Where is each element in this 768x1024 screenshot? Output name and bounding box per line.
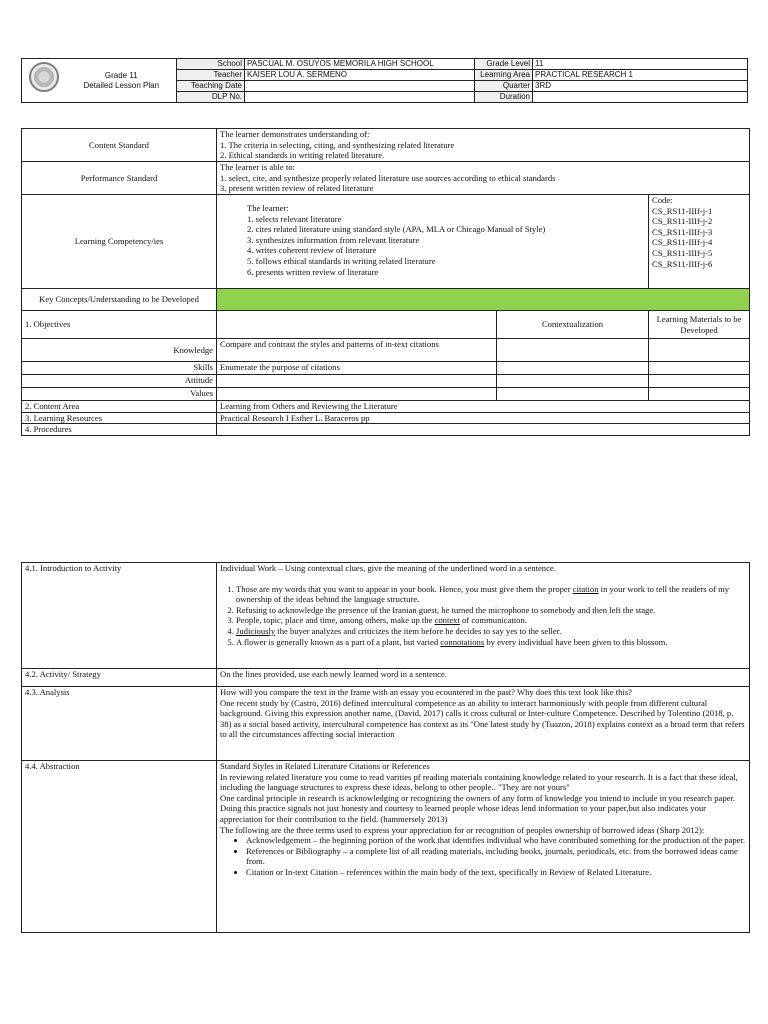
- competency-code: CS_RS11-IIIf-j-6: [652, 258, 713, 269]
- empty-cell: [497, 375, 649, 388]
- content-area-label: 2. Content Area: [22, 401, 217, 413]
- empty-cell: [649, 362, 750, 375]
- empty-cell: [649, 375, 750, 388]
- contextualization-label: Contextualization: [497, 311, 649, 339]
- intro-label: 4.1. Introduction to Activity: [22, 563, 217, 669]
- attitude-label: Attitude: [22, 375, 217, 388]
- competency-item: 6. presents written review of literature: [247, 266, 379, 277]
- competency-item: 3. synthesizes information from relevant literature: [247, 234, 420, 245]
- analysis-label: 4.3. Analysis: [22, 687, 217, 761]
- list-item: • Citation or In-text Citation – references within the main body of the text, specifically in Review of Related Literature.: [246, 867, 746, 878]
- analysis-question: How will you compare the text in the frame with an essay you ecountered in the past? Why does this text look like this?: [220, 687, 633, 697]
- analysis-passage: One recent study by (Castro, 2016) defined intercultural competence as an ability to interact harmoniously with people from different cultural background. Giving this expression another name, (David, 2017) calls it cross cultural or Inter-culture Competence. Described by Tolentino (2018, p. 38) as a social based activity, intercultural competence has context as its "One latest study by (Tuazon, 2018) explains context as a broad term that refers to all the circumstances affecting social interaction: [220, 697, 745, 740]
- list-item: 5. A flower is generally known as a part of a plant, but varied connotations by every individual have been given to this blossom.: [236, 637, 746, 648]
- key-concepts-value: [217, 289, 750, 311]
- quarter-value: 3RD: [533, 81, 748, 92]
- plan-type: Detailed Lesson Plan: [83, 80, 160, 90]
- standards-table: [21, 128, 750, 436]
- learning-area-label: Learning Area: [475, 70, 533, 81]
- content-line: 2. Ethical standards in writing related literature.: [220, 150, 385, 161]
- list-item: • References or Bibliography – a complete list of all reading materials, including books, journals, periodicals, etc. from the borrowed ideas came from.: [246, 846, 746, 867]
- empty-cell: [497, 362, 649, 375]
- resources-value: Practical Research I Esther L. Baraceros pp: [217, 412, 750, 424]
- performance-line: 1. select, cite, and synthesize properly related literature use sources according to ethical standards: [220, 172, 556, 183]
- competency-codes: [649, 195, 750, 289]
- dlp-value: [245, 92, 475, 103]
- empty-cell: [217, 375, 497, 388]
- competency-item: 5. follows ethical standards in writing related literature: [247, 255, 436, 266]
- teacher-label: Teacher: [177, 70, 245, 81]
- procedures-label: 4. Procedures: [22, 424, 217, 436]
- values-label: Values: [22, 388, 217, 401]
- activity-text: On the lines provided, use each newly learned word in a sentence.: [217, 669, 750, 687]
- abstraction-label: 4.4. Abstraction: [22, 761, 217, 933]
- competency-code: CS_RS11-IIIf-j-5: [652, 247, 713, 258]
- teacher-value: KAISER LOU A. SERMENO: [245, 70, 475, 81]
- grade-level-value: 11: [533, 59, 748, 70]
- competency-code: CS_RS11-IIIf-j-4: [652, 237, 713, 248]
- competency-item: 1. selects relevant literature: [247, 213, 342, 224]
- competency-item: 2. cites related literature using standard style (APA, MLA or Chicago Manual of Style): [247, 224, 546, 235]
- empty-cell: [497, 388, 649, 401]
- content-standard-text: [217, 129, 750, 162]
- key-concepts-label: Key Concepts/Understanding to be Developed: [22, 289, 217, 311]
- abstraction-paragraph: One cardinal principle in research is acknowledging or recognizing the owners of any form of knowledge you intend to include in you research paper. Doing this practice signals not just honesty and courtesy to learned people whose ideas lend information to your paper,but also indicates your appreciation for their contribution to the field. (hammersely 2013): [220, 792, 735, 824]
- empty-cell: [649, 388, 750, 401]
- skills-label: Skills: [22, 362, 217, 375]
- quarter-label: Quarter: [475, 81, 533, 92]
- abstraction-content: [217, 761, 750, 933]
- school-label: School: [177, 59, 245, 70]
- content-area-value: Learning from Others and Reviewing the Literature: [217, 401, 750, 413]
- competency-code: CS_RS11-IIIf-j-1: [652, 205, 713, 216]
- plan-title: [67, 59, 177, 103]
- abstraction-title: Standard Styles in Related Literature Citations or References: [220, 761, 430, 771]
- empty-cell: [217, 388, 497, 401]
- duration-value: [533, 92, 748, 103]
- duration-label: Duration: [475, 92, 533, 103]
- abstraction-paragraph: In reviewing related literature you come to read varities pf reading materials containing knowledge related to your research. It is a fact that these ideal, including the language structures to express these ideas, belong to other people.. "They are not yours": [220, 771, 738, 793]
- competency-intro: The learner:: [247, 203, 289, 213]
- knowledge-value: Compare and contrast the styles and patterns of in-text citations: [217, 339, 497, 362]
- deped-seal-icon: [29, 62, 59, 92]
- objectives-blank: [217, 311, 497, 339]
- resources-label: 3. Learning Resources: [22, 412, 217, 424]
- empty-cell: [649, 339, 750, 362]
- activity-label: 4.2. Activity/ Strategy: [22, 669, 217, 687]
- competency-label: Learning Competency/ies: [22, 195, 217, 289]
- list-item: 1. Those are my words that you want to appear in your book. Hence, you must give them the proper citation in your work to tell the readers of my ownership of the ideas behind the language structure.: [236, 584, 746, 605]
- underlined-word: context: [434, 615, 460, 626]
- intro-list: [220, 584, 746, 648]
- skills-value: Enumerate the purpose of citations: [217, 362, 497, 375]
- underlined-word: connotations: [440, 636, 485, 647]
- list-item: 3. People, topic, place and time, among others, make up the context of communication.: [236, 615, 746, 626]
- competency-list: [217, 195, 649, 289]
- performance-standard-label: Performance Standard: [22, 162, 217, 195]
- school-value: PASCUAL M. OSUYOS MEMORILA HIGH SCHOOL: [245, 59, 475, 70]
- header-table: [21, 58, 748, 103]
- content-line: The learner demonstrates understanding of:: [220, 129, 370, 139]
- content-line: 1. The criteria in selecting, citing, and synthesizing related literature: [220, 139, 455, 150]
- teaching-date-label: Teaching Date: [177, 81, 245, 92]
- competency-code: CS_RS11-IIIf-j-2: [652, 216, 713, 227]
- analysis-content: [217, 687, 750, 761]
- content-standard-label: Content Standard: [22, 129, 217, 162]
- code-label: Code:: [652, 195, 673, 205]
- abstraction-paragraph: The following are the three terms used to express your appreciation for or recognition of peoples ownership of borrowed ideas (Sharp 2012):: [220, 824, 705, 835]
- list-item: • Acknowledgement – the beginning portion of the work that identifies individual who have contributed something for the production of the paper.: [246, 835, 746, 846]
- performance-line: 3. present written review of related literature: [220, 183, 374, 194]
- performance-standard-text: [217, 162, 750, 195]
- dlp-label: DLP No.: [177, 92, 245, 103]
- objectives-label: 1. Objectives: [22, 311, 217, 339]
- performance-line: The learner is able to:: [220, 162, 295, 172]
- procedures-table: [21, 562, 750, 933]
- knowledge-label: Knowledge: [22, 339, 217, 362]
- underlined-word: citation: [572, 583, 599, 594]
- learning-area-value: PRACTICAL RESEARCH 1: [533, 70, 748, 81]
- intro-text: Individual Work – Using contextual clues, give the meaning of the underlined word in a sentence.: [220, 563, 556, 573]
- list-item: 2. Refusing to acknowledge the presence of the Iranian guest, he turned the microphone to somebody and then left the stage.: [236, 605, 746, 616]
- grade-level-label: Grade Level: [475, 59, 533, 70]
- teaching-date-value: [245, 81, 475, 92]
- grade-title: Grade 11: [104, 70, 138, 80]
- deped-seal-cell: [22, 59, 67, 103]
- empty-cell: [497, 339, 649, 362]
- competency-item: 4. writes coherent review of literature: [247, 245, 377, 256]
- intro-content: [217, 563, 750, 669]
- materials-label: Learning Materials to be Developed: [649, 311, 750, 339]
- competency-code: CS_RS11-IIIf-j-3: [652, 226, 713, 237]
- underlined-word: Judiciously: [236, 625, 276, 636]
- abstraction-list: [220, 835, 746, 877]
- empty-cell: [217, 424, 750, 436]
- list-item: 4. Judiciously the buyer analyzes and criticizes the item before he decides to say yes to the seller.: [236, 626, 746, 637]
